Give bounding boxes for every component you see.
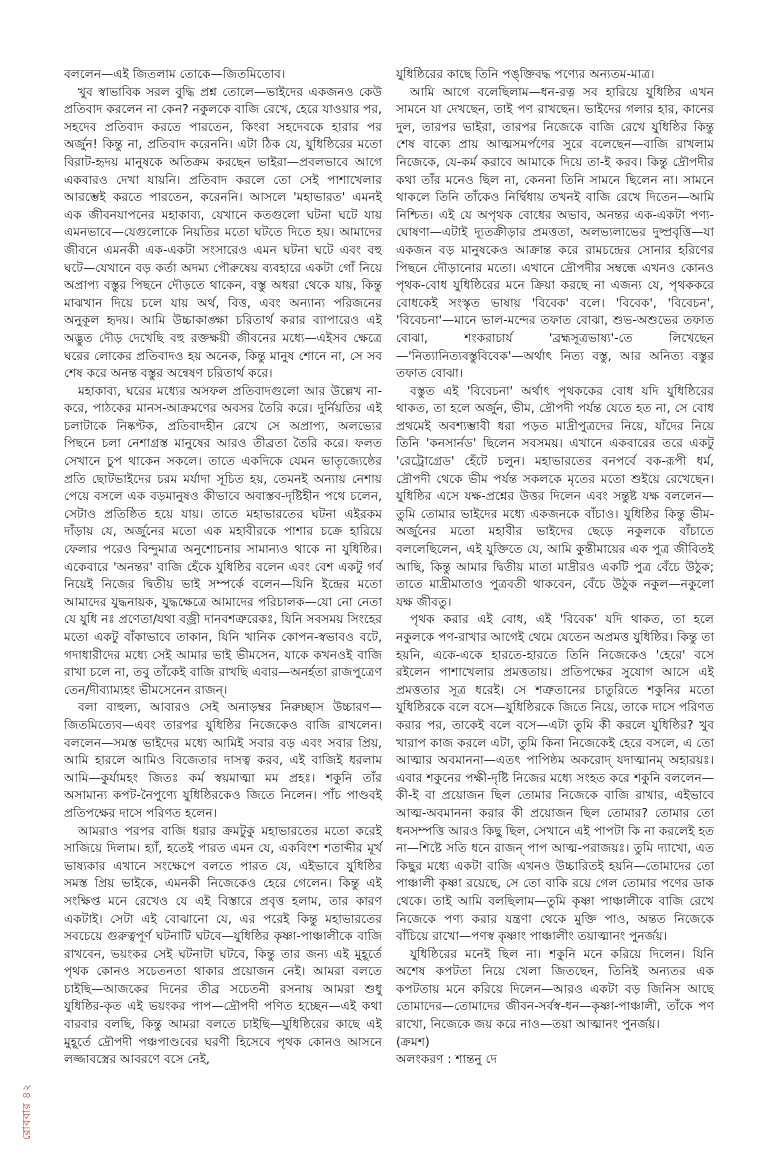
paragraph: বলা বাহুল্য, আবারও সেই অনাড়ম্বর নিরুচ্ছাস উচ্চারণ—জিতমিত্যেব—এবং তারপর যুধিষ্ঠির নিজেকেও বাজি রাখলেন। বললেন—সমস্ত ভাইদের মধ্যে আমিই সবার বড় এবং সবার প্রিয়, আমি হারলে আমিও বিজেতার দাসত্ব করব, এই বাজিই ধরলাম আমি—কুর্যামহং জিতঃ কর্ম স্বয়মাত্মা মম প্রহঃ। শকুনি তাঁর অসামান্য কপট-নৈপুণ্যে যুধিষ্ঠিরকেও জিতে নিলেন। পাঁচ পাণ্ডবই প্রতিপক্ষের দাসে পরিণত হলেন। — [64, 700, 382, 820]
paragraph: পৃথক করার এই বোধ, এই 'বিবেক' যদি থাকত, তা হলে নকুলকে পণ-রাখার আগেই থেমে যেতেন অপ্রমত্ত যুধিষ্ঠির। কিন্তু তা হয়নি, একে-একে হারতে-হারতে তিনি নিজেকেও 'হেরে' বসে রইলেন পাশাখেলার প্রমত্ততায়। প্রতিপক্ষের সুযোগ আসে এই প্রমত্ততার সূত্র ধরেই। সে শত্রুতানের চাতুরিতে শকুনির মতো যুধিষ্ঠিরকে বলে বসে—যুধিষ্ঠিরকে জিতে নিয়ে, তাকে দাসে পরিণত করার পর, তাকেই বলে বসে—এটা তুমি কী করলে যুধিষ্ঠির? খুব খারাপ কাজ করলে এটা, তুমি কিনা নিজেকেই হেরে বসলে, এ তো আত্মার অবমাননা—এতৎ পাপিষ্ঠম অকরোদ্ যদাত্মানম্ অহারয়ঃ। এবার শকুনের পক্ষী-দৃষ্টি নিজের মধ্যে সংহত করে শকুনি বললেন—কী-ই বা প্রয়োজন ছিল তোমার নিজেকে বাজি রাখার, এইভাবে আত্ম-অবমাননা করার কী প্রয়োজন ছিল তোমার? তোমার তো ধনসম্পত্তি আরও কিছু ছিল, সেখানে এই পাপটা কি না করলেই হত না—শিষ্টে সতি ধনে রাজন্ পাপ আত্ম-পরাজয়ঃ। তুমি দ্যাখো, এত কিছুর মধ্যে একটা বাজি এখনও উচ্চারিতই হয়নি—তোমাদের তো পাঞ্চালী কৃষ্ণা রয়েছে, সে তো বাকি রয়ে গেল তোমার পণের ডাক থেকে। তাই আমি বলছিলাম—তুমি কৃষ্ণা পাঞ্চালীকে বাজি রেখে নিজেকে পণ্য করার যন্ত্রণা থেকে মুক্তি পাও, অন্তত নিজেকে বাঁচিয়ে রাখো—পণস্ব কৃষ্ণাং পাঞ্চালীং তয়াত্মানং পুনর্জয়। — [396, 612, 714, 944]
paragraph: যুধিষ্ঠিরের মনেই ছিল না। শকুনি মনে করিয়ে দিলেন। যিনি অশেষ কপটতা নিয়ে খেলা জিতছেন, তিনিই অন্যতর এক কপটতায় মনে করিয়ে দিলেন—আরও একটা বড় জিনিস আছে তোমাদের—তোমাদের জীবন-সর্বস্ব-ধন—কৃষ্ণা-পাঞ্চালী, তাঁকে পণ রাখো, নিজেকে জয় করে নাও—তয়া আত্মানং পুনর্জয়। — [396, 946, 714, 1032]
paragraph: মহাকাব্য, ঘরের মধ্যের অসফল প্রতিবাদগুলো আর উল্লেখ না-করে, পাঠকের মানস-আক্রমণের অবসর তৈরি করে। দুর্নিয়তির এই চলাটাকে নিষ্কণ্টক, প্রতিবাদহীন রেখে সে অপ্রাপ্য, অলভ্যের পিছনে চলা নেশাগ্রস্ত মানুষের আরও তীব্রতা তৈরি করে। ফলত সেখানে চুপ থাকেন সকলে। তাতে একদিকে যেমন ভাতৃজ্যেষ্ঠের প্রতি ছোটভাইদের চরম মর্যাদা সূচিত হয়, তেমনই অন্যায় নেশায় পেয়ে বসলে এক বড়মানুষও কীভাবে অবাস্তব-দৃষ্টিহীন পথে চলেন, সেটাও প্রতিষ্ঠিত হয়ে যায়। তাতে মহাভারতের ঘটনা এইরকম দাঁড়ায় যে, অর্জুনের মতো এক মহাবীরকে পাশার চক্রে হারিয়ে ফেলার পরেও বিন্দুমাত্র অনুশোচনার সামান্যও থাকে না যুধিষ্ঠির। একেবারে 'অনন্তর' বাজি হেঁকে যুধিষ্ঠির বলেন এবং বেশ একটু গর্ব নিয়েই নিজের দ্বিতীয় ভাই সম্পর্কে বলেন—যিনি ইন্দ্রের মতো আমাদের যুদ্ধনায়ক, যুদ্ধক্ষেত্রে আমাদের পরিচালক—যো নো নেতা যে যুধি নঃ প্রণেতা/যথা বজ্রী দানবশত্রুরেকঃ, যিনি সবসময় সিংহের মতো একটু বাঁকাভাবে তাকান, যিনি খানিক কোপন-স্বভাবও বটে, গদাধারীদের মধ্যে সেই আমার ভাই ভীমসেন, যাকে কখনওই বাজি রাখা চলে না, তবু তাঁকেই বাজি রাখছি এবার—অনর্হতা রাজপুত্রেণ তেন/দীব্যাম্যহং ভীমসেনেন রাজন্। — [64, 383, 382, 697]
paragraph: খুব স্বাভাবিক সরল বুদ্ধি প্রশ্ন তোলে—ভাইদের একজনও কেউ প্রতিবাদ করলেন না কেন? নকুলকে বাজি রেখে, হেরে যাওয়ার পর, সহদেব প্রতিবাদ করতে পারতেন, কিংবা সহদেবকে হারার পর অর্জুন! কিন্তু না, প্রতিবাদ করেননি। এটা ঠিক যে, যুধিষ্ঠিরের মতো বিরাট-হৃদয় মানুষকে অতিক্রম করছেন ভাইরা—প্রবলভাবে আগে একবারও দেখা যায়নি। প্রতিবাদ করলে তো সেই পাশাখেলার আরম্ভেই করতে পারতেন, করেননি। আসলে 'মহাভারত' এমনই এক জীবনযাপনের মহাকাব্য, যেখানে কতগুলো ঘটনা ঘটে যায় এমনভাবে—যেগুলোকে নিয়তির মতো ঘটতে দিতে হয়। আমাদের জীবনে এমনকী এক-একটা সংসারেও এমন ঘটনা ঘটে এবং বহু ঘটে—যেখানে বড় কর্তা অদম্য পৌরুষেয় ব্যবহারে একটা গোঁ নিয়ে অপ্রাপ্য বস্তুর পিছনে দৌড়তে থাকেন, বস্তু অধরা থেকে যায়, কিন্তু মাঝখান দিয়ে চলে যায় অর্থ, বিত্ত, এবং অন্যান্য পরিজনের অনুকূল হৃদয়। আমি উচ্চাকাঙ্ক্ষা চরিতার্থ করার ব্যাপারেও এই অদ্ভুত দৌড় দেখেছি বহু রক্তক্ষয়ী জীবনের মধ্যে—এইসব ক্ষেত্রে ঘরের লোকের প্রতিবাদও হয় অনেক, কিন্তু মানুষ শোনে না, সে সব শেষ করে অনন্ত বস্তুর অন্বেষণ চরিতার্থ করে। — [64, 84, 382, 381]
illustration-credit: অলংকরণ : শান্তনু দে — [396, 1052, 497, 1067]
paragraph: যুধিষ্ঠিরের কাছে তিনি পঙ্‌ক্তিবদ্ধ পণ্যের অন্যতম-মাত্র। — [396, 67, 655, 81]
page-folio: রোববার ৪২ — [20, 1083, 33, 1140]
paragraph: আমি আগে বলেছিলাম—ধন-রত্ন সব হারিয়ে যুধিষ্ঠির এখন সামনে যা দেখছেন, তাই পণ রাখছেন। ভাইদের গলার হার, কানের দুল, তারপর ভাইরা, তারপর নিজেকে বাজি রেখে যুধিষ্ঠির কিন্তু শেষ বাক্যে প্রায় আত্মসমর্পণের সুরে বলেছেন—বাজি রাখলাম নিজেকে, যে-কর্ম করাবে আমাকে দিয়ে তা-ই করব। কিন্তু দ্রৌপদীর কথা তাঁর মনেও ছিল না, কেননা তিনি সামনে ছিলেন না। সামনে থাকলে তিনি তাঁকেও নির্দ্বিধায় তখনই বাজি রেখে দিতেন—আমি নিশ্চিত। এই যে অপৃথক বোধের অভাব, অনন্তর এক-একটা পণ্য-ঘোষণা—এটাই দ্যূতক্রীড়ার প্রমত্ততা, অলভ্যলাভের দুষ্প্রবৃত্তি—যা একজন বড় মানুষকেও আক্রান্ত করে রামচন্দ্রের সোনার হরিণের পিছনে দৌড়ানোর মতো। এখানে দ্রৌপদীর সম্বন্ধে এখনও কোনও পৃথক-বোধ যুধিষ্ঠিরের মনে ক্রিয়া করছে না এজন্য যে, পৃথককরে বোধকেই সংস্কৃত ভাষায় 'বিবেক' বলে। 'বিবেক', 'বিবেচন', 'বিবেচনা'—মানে ভাল-মন্দের তফাত বোঝা, শুভ-অশুভের তফাত বোঝা, শংকরাচার্য 'ব্রহ্মসূত্রভাষ্য'-তে লিখেছেন—'নিত্যানিত্যবস্তুবিবেক'—অর্থাৎ নিত্য বস্তু, আর অনিত্য বস্তুর তফাত বোঝা। — [396, 84, 714, 381]
paragraph: আমরাও পরপর বাজি ধরার ক্রমটুকু মহাভারতের মতো করেই সাজিয়ে দিলাম। হ্যাঁ, হতেই পারত এমন যে, একবিংশ শতাব্দীর মূর্খ ভাষ্যকার এখানে সংক্ষেপে বলতে পারত যে, এইভাবে যুধিষ্ঠির সমস্ত প্রিয় ভাইকে, এমনকী নিজেকেও হেরে গেলেন। কিন্তু এই সংক্ষিপ্ত মনে রেখেও যে এই বিস্তারে প্রবৃত্ত হলাম, তার কারণ একটাই। সেটা এই বোঝানো যে, এর পরেই কিন্তু মহাভারতের সবচেয়ে গুরুত্বপূর্ণ ঘটনাটি ঘটবে—যুধিষ্ঠির কৃষ্ণা-পাঞ্চালীকে বাজি রাখবেন, ভয়ংকর সেই ঘটনাটা ঘটবে, কিন্তু তার জন্য এই মুহূর্তে পৃথক কোনও সচেতনতা থাকার প্রয়োজন নেই। আমরা বলতে চাইছি—আজকের দিনের তীব্র সচেতনী রসনায় আমরা শুধু যুধিষ্ঠির-কৃত এই ভয়ংকর পাপ—দ্রৌপদী পণিত হচ্ছেন—এই কথা বারবার বলছি, কিন্তু আমরা বলতে চাইছি—যুধিষ্ঠিরের কাছে এই মুহূর্তে দ্রৌপদী পঞ্চপাণ্ডবের ঘরণী হিসেবে পৃথক কোনও আসনে লজ্জাবস্ত্রের আবরণে বসে নেই, — [64, 823, 382, 1067]
left-column — [64, 66, 382, 1069]
right-column — [396, 66, 714, 1069]
paragraph: বস্তুত এই 'বিবেচনা' অর্থাৎ পৃথককের বোধ যদি যুধিষ্ঠিরের থাকত, তা হলে অর্জুন, ভীম, দ্রৌপদী পর্যন্ত যেতে হত না, সে বোধ প্রথমেই অবশ্যম্ভাবী ধরা পড়ত মাদ্রীপুত্রদের নিয়ে, যাঁদের নিয়ে তিনি 'কনসার্নড' ছিলেন সবসময়। এখানে একবারের তরে একটু 'রেট্রোগ্রেড' হেঁটে চলুন। মহাভারতের বনপর্বে বক-রূপী ধর্ম, দ্রৌপদী থেকে ভীম পর্যন্ত সকলকে মৃতের মতো শুইয়ে রেখেছেন। যুধিষ্ঠির এসে যক্ষ-প্রশ্নের উত্তর দিলেন এবং সন্তুষ্ট যক্ষ বললেন—তুমি তোমার ভাইদের মধ্যে একজনকে বাঁচাও। যুধিষ্ঠির কিন্তু ভীম-অর্জুনের মতো মহাবীর ভাইদের ছেড়ে নকুলকে বাঁচাতে বললেছিলেন, এই যুক্তিতে যে, আমি কুন্তীমায়ের এক পুত্র জীবিতই আছি, কিন্তু আমার দ্বিতীয় মাতা মাদ্রীরও একটি পুত্র বেঁচে উঠুক; তাতে মাদ্রীমাতাও পুত্রবতী থাকবেন, বেঁচে উঠুক নকুল—নকুলো যক্ষ জীবতু। — [396, 383, 714, 609]
paragraph: বললেন—এই জিতলাম তোকে—জিতমিতোব। — [64, 67, 286, 81]
continued-note: (ক্রমশ) — [396, 1034, 430, 1049]
